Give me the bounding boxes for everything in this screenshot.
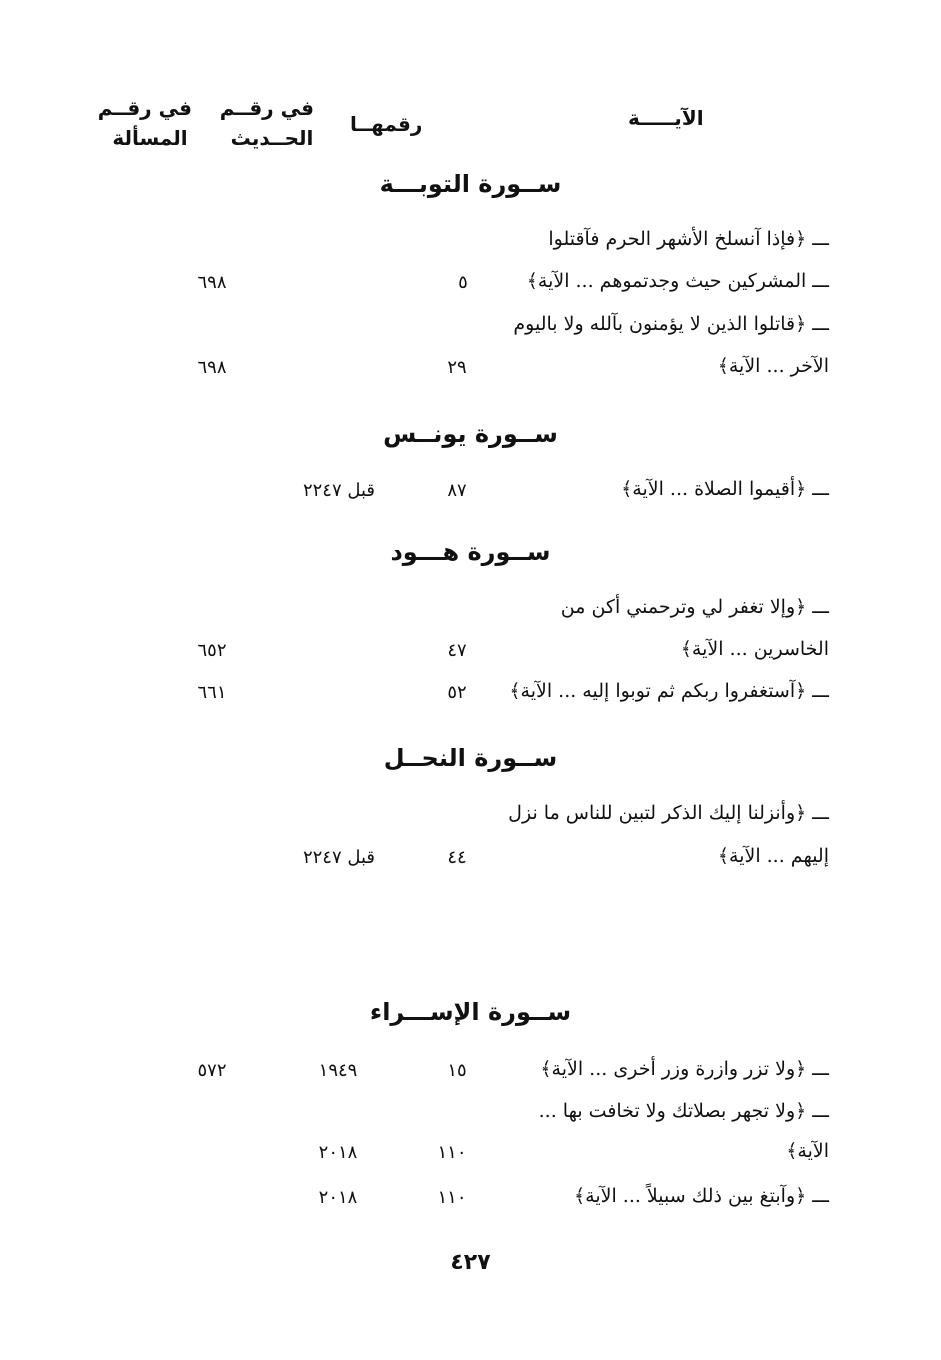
ayah-number: ١٥ [447, 1060, 467, 1081]
ayah-number: ٢٩ [447, 357, 467, 378]
masala-number: ٦٦١ [197, 682, 227, 703]
header-ayah: الآيـــــة [628, 106, 704, 130]
section-title: ســورة التوبـــة [379, 170, 562, 198]
ayah-line: إليهم ... الآية﴾ [717, 845, 829, 867]
ayah-line: الآخر ... الآية﴾ [717, 355, 829, 377]
ayah-line: ـــ ﴿ولا تجهر بصلاتك ولا تخافت بها ... [538, 1100, 829, 1122]
hadith-number: ١٩٤٩ [318, 1060, 358, 1081]
page-number: ٤٢٧ [450, 1250, 491, 1275]
section-title: ســورة هـــود [390, 538, 551, 566]
ayah-number: ٤٧ [447, 640, 467, 661]
ayah-line: ـــ ﴿فإذا آنسلخ الأشهر الحرم فآقتلوا [548, 228, 829, 250]
ayah-line: ـــ المشركين حيث وجدتموهم ... الآية﴾ [526, 270, 829, 292]
ayah-line: الخاسرين ... الآية﴾ [680, 638, 829, 660]
masala-number: ٦٥٢ [197, 640, 227, 661]
header-masala-line1: في رقــم [97, 96, 192, 120]
masala-number: ٦٩٨ [197, 272, 227, 293]
ayah-number: ٥٢ [447, 682, 467, 703]
section-title: ســورة الإســـراء [369, 998, 572, 1026]
hadith-number: ٢٠١٨ [318, 1142, 358, 1163]
header-masala-line2: المسألة [112, 126, 188, 150]
header-hadith-line2: الحــديث [230, 126, 314, 150]
hadith-number: قبل ٢٢٤٧ [302, 847, 376, 868]
ayah-line: ـــ ﴿ولا تزر وازرة وزر أخرى ... الآية﴾ [540, 1058, 829, 1080]
section-title: ســورة يونــس [383, 420, 558, 448]
ayah-number: ٨٧ [447, 480, 467, 501]
ayah-line: ـــ ﴿وآبتغ بين ذلك سبيلاً ... الآية﴾ [574, 1185, 829, 1207]
masala-number: ٦٩٨ [197, 357, 227, 378]
ayah-line: ـــ ﴿قاتلوا الذين لا يؤمنون بآلله ولا باليوم [513, 313, 829, 335]
ayah-line: ـــ ﴿وإلا تغفر لي وترحمني أكن من [560, 596, 829, 618]
header-hadith-line1: في رقــم [219, 96, 314, 120]
ayah-line: الآية﴾ [786, 1140, 829, 1162]
ayah-number: ٤٤ [447, 847, 467, 868]
masala-number: ٥٧٢ [197, 1060, 227, 1081]
header-number: رقمهــا [350, 112, 423, 136]
hadith-number: ٢٠١٨ [318, 1187, 358, 1208]
ayah-number: ١١٠ [437, 1142, 467, 1163]
ayah-number: ١١٠ [437, 1187, 467, 1208]
hadith-number: قبل ٢٢٤٧ [302, 480, 376, 501]
ayah-line: ـــ ﴿آستغفروا ربكم ثم توبوا إليه ... الآية﴾ [509, 680, 829, 702]
ayah-number: ٥ [458, 272, 468, 293]
section-title: ســورة النحــل [383, 744, 558, 772]
ayah-line: ـــ ﴿أقيموا الصلاة ... الآية﴾ [621, 478, 829, 500]
ayah-line: ـــ ﴿وأنزلنا إليك الذكر لتبين للناس ما نزل [508, 802, 829, 824]
